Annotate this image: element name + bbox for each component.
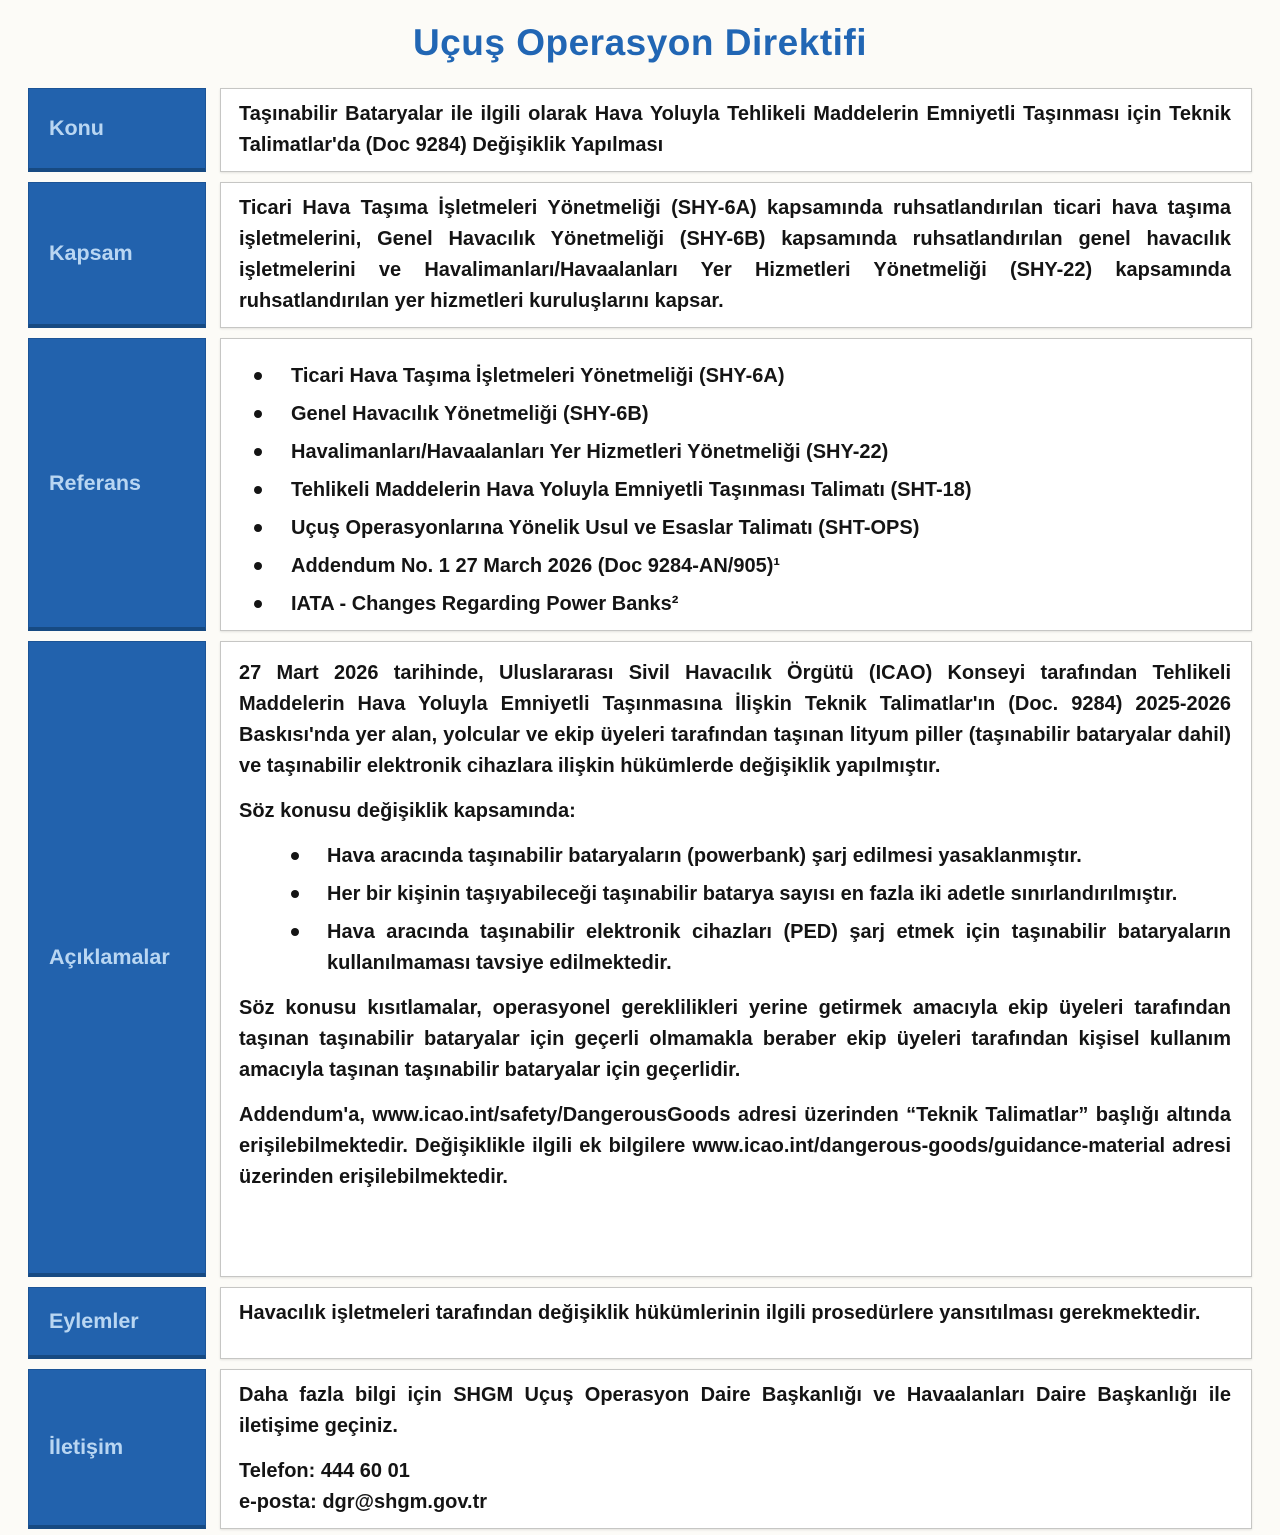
row-content-eylemler: [220, 1287, 1252, 1359]
row-aciklamalar: [28, 641, 1252, 1277]
row-eylemler: [28, 1287, 1252, 1359]
directive-table: [28, 88, 1252, 1529]
eylemler-text: Havacılık işletmeleri tarafından değişiklik hükümlerinin ilgili prosedürlere yansıtılması gerekmektedir.: [239, 1302, 1201, 1324]
row-referans: [28, 338, 1252, 631]
row-label-referans: Referans: [28, 338, 206, 631]
aciklamalar-paragraph-3: Addendum'a, www.icao.int/safety/DangerousGoods adresi üzerinden “Teknik Talimatlar” başlığı altında erişilebilmektedir. Değişiklikle ilgili ek bilgilere www.icao.int/dangerous-goods/guidance-material adresi üzerinden erişilebilmektedir.: [239, 1104, 1231, 1188]
list-item: Her bir kişinin taşıyabileceği taşınabilir batarya sayısı en fazla iki adetle sınırlandırılmıştır.: [239, 879, 1231, 910]
list-item: Ticari Hava Taşıma İşletmeleri Yönetmeliği (SHY-6A): [239, 361, 1231, 392]
row-content-iletisim: [220, 1369, 1252, 1529]
list-item: Hava aracında taşınabilir elektronik cihazları (PED) şarj etmek için taşınabilir bataryaların kullanılmaması tavsiye edilmektedir.: [239, 917, 1231, 979]
aciklamalar-list: [239, 841, 1231, 979]
konu-text: Taşınabilir Bataryalar ile ilgili olarak Hava Yoluyla Tehlikeli Maddelerin Emniyetli Taşınması için Teknik Talimatlar'da (Doc 9284) Değişiklik Yapılması: [239, 103, 1231, 156]
row-label-konu: Konu: [28, 88, 206, 172]
iletisim-email: e-posta: dgr@shgm.gov.tr: [239, 1491, 488, 1513]
referans-list: [239, 361, 1231, 620]
aciklamalar-intro: Söz konusu değişiklik kapsamında:: [239, 800, 576, 822]
aciklamalar-paragraph-1: 27 Mart 2026 tarihinde, Uluslararası Sivil Havacılık Örgütü (ICAO) Konseyi tarafından Tehlikeli Maddelerin Hava Yoluyla Emniyetli Taşınmasına İlişkin Teknik Talimatlar'ın (Doc. 9284) 2025-2026 Baskısı'nda yer alan, yolcular ve ekip üyeleri tarafından taşınan lityum piller (taşınabilir bataryalar dahil) ve taşınabilir elektronik cihazlara ilişkin hükümlerde değişiklik yapılmıştır.: [239, 662, 1231, 777]
list-item: IATA - Changes Regarding Power Banks²: [239, 589, 1231, 620]
list-item: Addendum No. 1 27 March 2026 (Doc 9284-AN/905)¹: [239, 551, 1231, 582]
list-item: Hava aracında taşınabilir bataryaların (powerbank) şarj edilmesi yasaklanmıştır.: [239, 841, 1231, 872]
row-content-aciklamalar: [220, 641, 1252, 1277]
list-item: Genel Havacılık Yönetmeliği (SHY-6B): [239, 399, 1231, 430]
row-label-eylemler: Eylemler: [28, 1287, 206, 1359]
kapsam-text: Ticari Hava Taşıma İşletmeleri Yönetmeliği (SHY-6A) kapsamında ruhsatlandırılan ticari hava taşıma işletmelerini, Genel Havacılık Yönetmeliği (SHY-6B) kapsamında ruhsatlandırılan genel havacılık işletmelerini ve Havalimanları/Havaalanları Yer Hizmetleri Yönetmeliği (SHY-22) kapsamında ruhsatlandırılan yer hizmetleri kuruluşlarını kapsar.: [239, 197, 1231, 312]
list-item: Uçuş Operasyonlarına Yönelik Usul ve Esaslar Talimatı (SHT-OPS): [239, 513, 1231, 544]
row-content-kapsam: [220, 182, 1252, 328]
row-konu: [28, 88, 1252, 172]
aciklamalar-paragraph-2: Söz konusu kısıtlamalar, operasyonel gereklilikleri yerine getirmek amacıyla ekip üyeleri tarafından taşınan taşınabilir bataryalar için geçerli olmamakla beraber ekip üyeleri tarafından kişisel kullanım amacıyla taşınan taşınabilir bataryalar için geçerlidir.: [239, 997, 1231, 1081]
row-iletisim: [28, 1369, 1252, 1529]
row-content-referans: [220, 338, 1252, 631]
row-content-konu: [220, 88, 1252, 172]
row-kapsam: [28, 182, 1252, 328]
iletisim-phone: Telefon: 444 60 01: [239, 1460, 410, 1482]
list-item: Havalimanları/Havaalanları Yer Hizmetleri Yönetmeliği (SHY-22): [239, 437, 1231, 468]
list-item: Tehlikeli Maddelerin Hava Yoluyla Emniyetli Taşınması Talimatı (SHT-18): [239, 475, 1231, 506]
page-title: Uçuş Operasyon Direktifi: [412, 22, 868, 63]
row-label-kapsam: Kapsam: [28, 182, 206, 328]
iletisim-text: Daha fazla bilgi için SHGM Uçuş Operasyon Daire Başkanlığı ve Havaalanları Daire Başkanlığı ile iletişime geçiniz.: [239, 1384, 1231, 1437]
row-label-aciklamalar: Açıklamalar: [28, 641, 206, 1277]
row-label-iletisim: İletişim: [28, 1369, 206, 1529]
